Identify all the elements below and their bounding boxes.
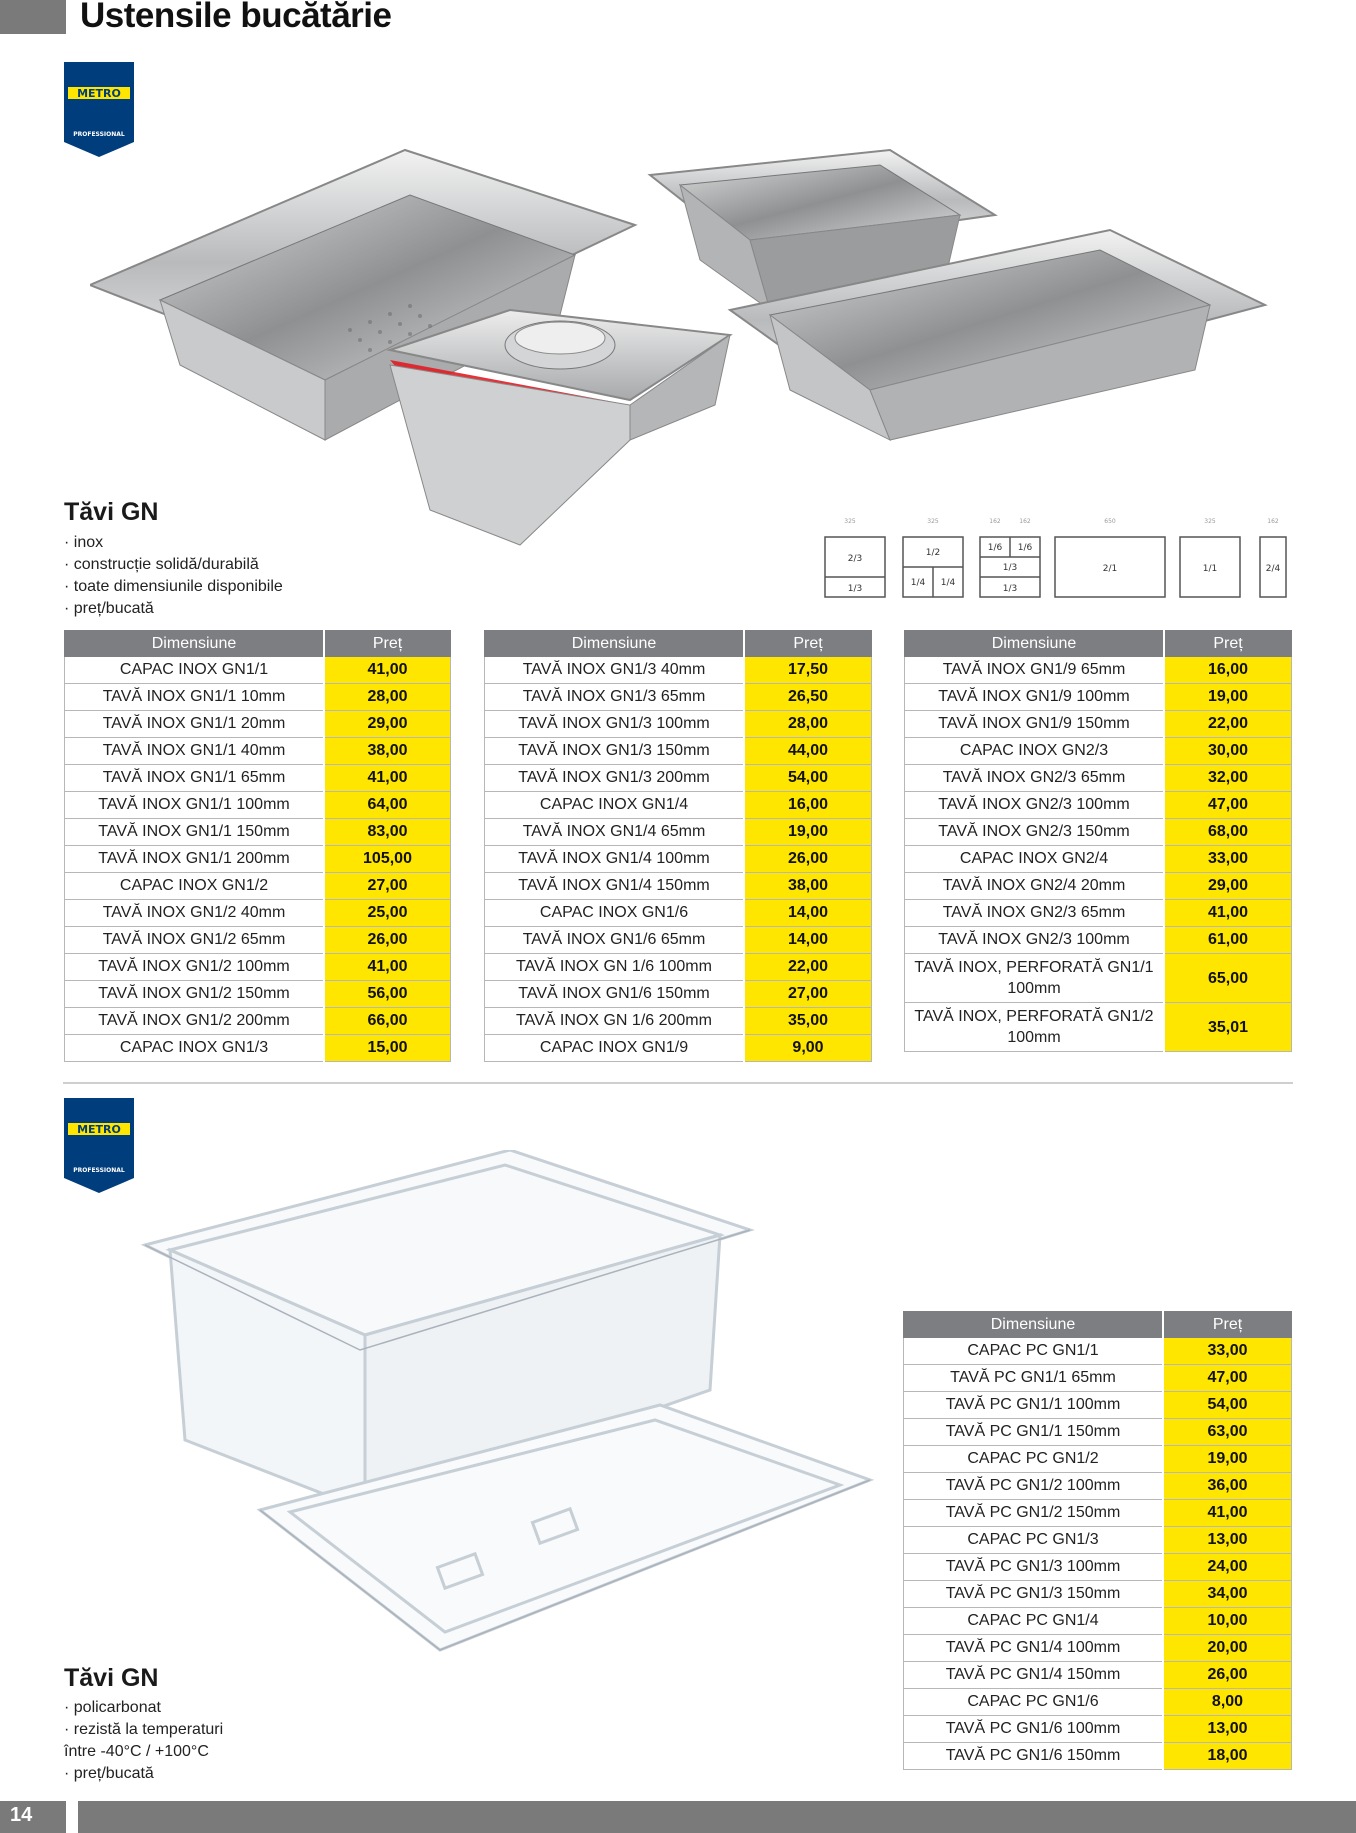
product-price: 47,00 (1163, 1365, 1292, 1392)
product-dimension: TAVĂ INOX GN1/2 150mm (65, 981, 325, 1008)
product-dimension: TAVĂ INOX GN1/4 65mm (485, 819, 745, 846)
product-dimension: TAVĂ INOX GN1/1 150mm (65, 819, 325, 846)
table-row (904, 1689, 1292, 1716)
svg-text:162: 162 (989, 518, 1001, 525)
page-number: 14 (10, 1804, 33, 1826)
product-dimension: CAPAC PC GN1/1 (904, 1338, 1164, 1365)
table-row (65, 1035, 451, 1062)
product-price: 61,00 (1164, 927, 1292, 954)
product-price: 10,00 (1163, 1608, 1292, 1635)
product-price: 25,00 (324, 900, 451, 927)
product-dimension: CAPAC PC GN1/3 (904, 1527, 1164, 1554)
product-price: 30,00 (1164, 738, 1292, 765)
section-title-inox: Tăvi GN (64, 498, 159, 526)
product-dimension: TAVĂ INOX GN2/3 100mm (905, 792, 1165, 819)
table-row (904, 1662, 1292, 1689)
table-row (904, 1473, 1292, 1500)
product-dimension: TAVĂ INOX GN2/4 20mm (905, 873, 1165, 900)
product-price: 65,00 (1164, 954, 1292, 1003)
product-price: 22,00 (1164, 711, 1292, 738)
table-row (65, 738, 451, 765)
product-dimension: TAVĂ INOX GN 1/6 100mm (485, 954, 745, 981)
product-price: 17,50 (744, 657, 872, 684)
table-row (65, 684, 451, 711)
product-price: 16,00 (1164, 657, 1292, 684)
feature-item: · construcție solidă/durabilă (64, 556, 259, 573)
diagram-label: 1/3 (1002, 584, 1018, 594)
product-price: 35,01 (1164, 1003, 1292, 1052)
feature-item: între -40°C / +100°C (64, 1743, 209, 1760)
table-row (65, 954, 451, 981)
product-dimension: TAVĂ INOX GN2/3 65mm (905, 900, 1165, 927)
table-row (65, 873, 451, 900)
product-dimension: TAVĂ INOX GN1/3 150mm (485, 738, 745, 765)
product-price: 56,00 (324, 981, 451, 1008)
table-row (904, 1392, 1292, 1419)
table-row (904, 1554, 1292, 1581)
feature-item: · policarbonat (64, 1699, 161, 1716)
diagram-label: 1/6 (1017, 543, 1033, 553)
product-dimension: TAVĂ INOX GN1/3 200mm (485, 765, 745, 792)
table-row (905, 900, 1292, 927)
table-row (485, 873, 872, 900)
svg-text:PROFESSIONAL: PROFESSIONAL (73, 131, 125, 138)
svg-text:650: 650 (1104, 518, 1116, 525)
product-dimension: TAVĂ INOX GN1/2 65mm (65, 927, 325, 954)
diagram-label: 2/3 (847, 554, 863, 564)
svg-text:162: 162 (1019, 518, 1031, 525)
page-title: Ustensile bucătărie (80, 0, 392, 35)
table-row (904, 1635, 1292, 1662)
product-dimension: TAVĂ INOX GN1/1 40mm (65, 738, 325, 765)
svg-text:PROFESSIONAL: PROFESSIONAL (73, 1167, 125, 1174)
product-dimension: TAVĂ PC GN1/3 100mm (904, 1554, 1164, 1581)
table-row (65, 900, 451, 927)
product-dimension: TAVĂ INOX GN2/3 100mm (905, 927, 1165, 954)
product-price: 41,00 (324, 954, 451, 981)
product-dimension: CAPAC INOX GN2/4 (905, 846, 1165, 873)
table-row (485, 900, 872, 927)
table-row (485, 738, 872, 765)
table-row (65, 846, 451, 873)
product-price: 16,00 (744, 792, 872, 819)
table-row (904, 1527, 1292, 1554)
product-price: 19,00 (1163, 1446, 1292, 1473)
product-price: 33,00 (1163, 1338, 1292, 1365)
product-price: 38,00 (744, 873, 872, 900)
header-accent-bar (0, 0, 66, 34)
feature-item: · rezistă la temperaturi (64, 1721, 224, 1738)
diagram-label: 1/3 (847, 584, 863, 594)
price-table-inox-3 (904, 630, 1292, 1052)
column-header-price: Preț (744, 631, 872, 657)
price-table-polycarbonate (903, 1311, 1292, 1770)
product-dimension: CAPAC INOX GN1/2 (65, 873, 325, 900)
table-row (905, 792, 1292, 819)
product-dimension: TAVĂ INOX GN1/9 100mm (905, 684, 1165, 711)
diagram-label: 1/2 (925, 548, 941, 558)
table-row (904, 1446, 1292, 1473)
price-table-inox-2 (484, 630, 872, 1062)
table-row (905, 765, 1292, 792)
table-row (485, 765, 872, 792)
product-dimension: TAVĂ PC GN1/2 100mm (904, 1473, 1164, 1500)
product-dimension: TAVĂ INOX GN1/6 150mm (485, 981, 745, 1008)
polycarbonate-trays-photo (140, 1150, 880, 1670)
column-header-price: Preț (324, 631, 451, 657)
product-dimension: TAVĂ INOX GN1/1 65mm (65, 765, 325, 792)
column-header-dimension: Dimensiune (65, 631, 325, 657)
product-price: 47,00 (1164, 792, 1292, 819)
product-dimension: TAVĂ INOX GN1/4 100mm (485, 846, 745, 873)
product-price: 44,00 (744, 738, 872, 765)
product-price: 34,00 (1163, 1581, 1292, 1608)
product-dimension: TAVĂ PC GN1/4 150mm (904, 1662, 1164, 1689)
table-row (904, 1581, 1292, 1608)
product-price: 13,00 (1163, 1716, 1292, 1743)
product-dimension: TAVĂ PC GN1/3 150mm (904, 1581, 1164, 1608)
product-price: 38,00 (324, 738, 451, 765)
product-price: 83,00 (324, 819, 451, 846)
table-row (904, 1419, 1292, 1446)
product-dimension: TAVĂ PC GN1/1 65mm (904, 1365, 1164, 1392)
product-dimension: TAVĂ INOX GN1/9 65mm (905, 657, 1165, 684)
table-row (65, 711, 451, 738)
product-dimension: TAVĂ INOX GN1/6 65mm (485, 927, 745, 954)
product-dimension: TAVĂ INOX GN1/1 200mm (65, 846, 325, 873)
product-price: 28,00 (744, 711, 872, 738)
product-dimension: CAPAC PC GN1/4 (904, 1608, 1164, 1635)
product-price: 41,00 (324, 765, 451, 792)
table-row (485, 981, 872, 1008)
table-row (485, 846, 872, 873)
feature-item: · toate dimensiunile disponibile (64, 578, 283, 595)
product-dimension: TAVĂ INOX GN2/3 65mm (905, 765, 1165, 792)
product-price: 26,00 (324, 927, 451, 954)
diagram-label: 1/3 (1002, 563, 1018, 573)
diagram-label: 2/1 (1102, 564, 1118, 574)
table-row (485, 792, 872, 819)
diagram-label: 1/6 (987, 543, 1003, 553)
table-row (485, 927, 872, 954)
product-price: 63,00 (1163, 1419, 1292, 1446)
feature-item: · inox (64, 534, 104, 551)
product-price: 22,00 (744, 954, 872, 981)
product-dimension: TAVĂ INOX GN 1/6 200mm (485, 1008, 745, 1035)
product-price: 8,00 (1163, 1689, 1292, 1716)
table-row (905, 873, 1292, 900)
feature-list-inox (64, 532, 283, 620)
product-dimension: CAPAC INOX GN1/4 (485, 792, 745, 819)
table-row (485, 711, 872, 738)
product-price: 19,00 (744, 819, 872, 846)
svg-text:162: 162 (1267, 518, 1279, 525)
product-price: 18,00 (1163, 1743, 1292, 1770)
table-row (905, 711, 1292, 738)
price-table-inox-1 (64, 630, 451, 1062)
table-row (905, 1003, 1292, 1052)
product-price: 41,00 (1163, 1500, 1292, 1527)
product-dimension: CAPAC INOX GN1/9 (485, 1035, 745, 1062)
product-dimension: TAVĂ INOX GN1/3 100mm (485, 711, 745, 738)
svg-text:325: 325 (844, 518, 856, 525)
product-price: 66,00 (324, 1008, 451, 1035)
product-dimension: CAPAC INOX GN1/3 (65, 1035, 325, 1062)
table-row (65, 765, 451, 792)
table-row (904, 1338, 1292, 1365)
gn-size-diagram (810, 515, 1300, 620)
product-dimension: CAPAC INOX GN1/1 (65, 657, 325, 684)
table-row (65, 1008, 451, 1035)
table-row (485, 1035, 872, 1062)
table-row (905, 684, 1292, 711)
product-dimension: TAVĂ PC GN1/1 100mm (904, 1392, 1164, 1419)
product-price: 41,00 (324, 657, 451, 684)
column-header-dimension: Dimensiune (904, 1312, 1164, 1338)
table-row (65, 657, 451, 684)
product-dimension: CAPAC INOX GN2/3 (905, 738, 1165, 765)
table-row (485, 954, 872, 981)
metro-professional-logo (64, 1098, 134, 1193)
product-price: 28,00 (324, 684, 451, 711)
svg-text:325: 325 (927, 518, 939, 525)
product-dimension: TAVĂ INOX GN1/1 20mm (65, 711, 325, 738)
diagram-label: 1/4 (940, 578, 956, 588)
product-dimension: TAVĂ INOX GN1/2 40mm (65, 900, 325, 927)
table-row (904, 1608, 1292, 1635)
table-row (485, 1008, 872, 1035)
product-price: 27,00 (744, 981, 872, 1008)
product-dimension: CAPAC PC GN1/2 (904, 1446, 1164, 1473)
product-dimension: TAVĂ INOX GN1/2 200mm (65, 1008, 325, 1035)
diagram-label: 2/4 (1265, 564, 1281, 574)
product-price: 26,00 (1163, 1662, 1292, 1689)
product-dimension: CAPAC INOX GN1/6 (485, 900, 745, 927)
product-price: 13,00 (1163, 1527, 1292, 1554)
product-price: 35,00 (744, 1008, 872, 1035)
product-price: 26,00 (744, 846, 872, 873)
table-row (905, 954, 1292, 1003)
product-dimension: TAVĂ PC GN1/4 100mm (904, 1635, 1164, 1662)
product-price: 14,00 (744, 900, 872, 927)
svg-text:325: 325 (1204, 518, 1216, 525)
product-price: 27,00 (324, 873, 451, 900)
diagram-label: 1/4 (910, 578, 926, 588)
product-dimension: TAVĂ INOX GN1/3 40mm (485, 657, 745, 684)
table-row (904, 1500, 1292, 1527)
footer-bar (78, 1801, 1356, 1833)
table-row (905, 846, 1292, 873)
diagram-label: 1/1 (1202, 564, 1218, 574)
product-price: 29,00 (1164, 873, 1292, 900)
stainless-trays-photo (90, 140, 1270, 560)
product-price: 29,00 (324, 711, 451, 738)
column-header-dimension: Dimensiune (905, 631, 1165, 657)
table-row (905, 738, 1292, 765)
table-row (485, 684, 872, 711)
product-price: 68,00 (1164, 819, 1292, 846)
table-row (485, 819, 872, 846)
product-dimension: TAVĂ PC GN1/1 150mm (904, 1419, 1164, 1446)
svg-text:METRO: METRO (77, 87, 121, 100)
section-title-pc: Tăvi GN (64, 1664, 159, 1692)
product-dimension: TAVĂ INOX GN1/1 10mm (65, 684, 325, 711)
product-price: 54,00 (744, 765, 872, 792)
product-price: 33,00 (1164, 846, 1292, 873)
product-price: 14,00 (744, 927, 872, 954)
column-header-price: Preț (1163, 1312, 1292, 1338)
table-row (65, 981, 451, 1008)
product-price: 54,00 (1163, 1392, 1292, 1419)
product-price: 64,00 (324, 792, 451, 819)
table-row (905, 657, 1292, 684)
table-row (65, 927, 451, 954)
section-divider (63, 1082, 1293, 1084)
feature-item: · preț/bucată (64, 600, 154, 617)
svg-text:METRO: METRO (77, 1123, 121, 1136)
table-row (904, 1365, 1292, 1392)
table-row (905, 819, 1292, 846)
product-dimension: TAVĂ INOX GN1/1 100mm (65, 792, 325, 819)
product-dimension: TAVĂ PC GN1/6 150mm (904, 1743, 1164, 1770)
product-dimension: TAVĂ INOX GN2/3 150mm (905, 819, 1165, 846)
table-row (905, 927, 1292, 954)
product-price: 26,50 (744, 684, 872, 711)
product-dimension: TAVĂ PC GN1/6 100mm (904, 1716, 1164, 1743)
product-dimension: TAVĂ PC GN1/2 150mm (904, 1500, 1164, 1527)
column-header-price: Preț (1164, 631, 1292, 657)
product-price: 36,00 (1163, 1473, 1292, 1500)
table-row (904, 1716, 1292, 1743)
product-price: 19,00 (1164, 684, 1292, 711)
product-price: 15,00 (324, 1035, 451, 1062)
product-dimension: TAVĂ INOX, PERFORATĂ GN1/1 100mm (905, 954, 1165, 1003)
product-dimension: CAPAC PC GN1/6 (904, 1689, 1164, 1716)
product-price: 9,00 (744, 1035, 872, 1062)
column-header-dimension: Dimensiune (485, 631, 745, 657)
product-dimension: TAVĂ INOX, PERFORATĂ GN1/2 100mm (905, 1003, 1165, 1052)
product-dimension: TAVĂ INOX GN1/9 150mm (905, 711, 1165, 738)
table-row (65, 792, 451, 819)
product-price: 20,00 (1163, 1635, 1292, 1662)
product-dimension: TAVĂ INOX GN1/4 150mm (485, 873, 745, 900)
product-dimension: TAVĂ INOX GN1/3 65mm (485, 684, 745, 711)
feature-item: · preț/bucată (64, 1765, 154, 1782)
table-row (65, 819, 451, 846)
feature-list-pc (64, 1697, 223, 1785)
table-row (904, 1743, 1292, 1770)
table-row (485, 657, 872, 684)
product-price: 41,00 (1164, 900, 1292, 927)
product-price: 24,00 (1163, 1554, 1292, 1581)
product-dimension: TAVĂ INOX GN1/2 100mm (65, 954, 325, 981)
product-price: 32,00 (1164, 765, 1292, 792)
product-price: 105,00 (324, 846, 451, 873)
